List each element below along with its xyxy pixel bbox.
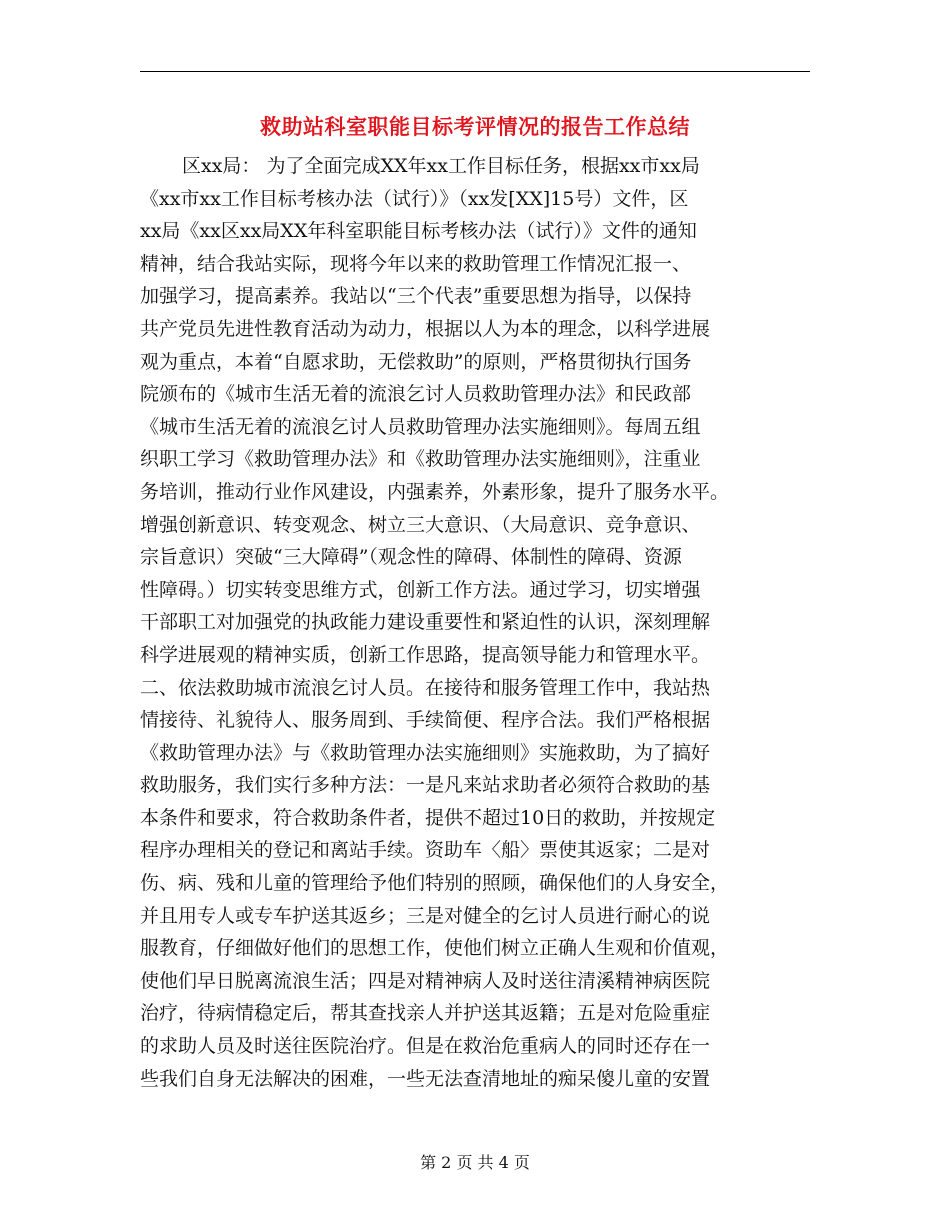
body-line: 《城市生活无着的流浪乞讨人员救助管理办法实施细则》。每周五组 bbox=[140, 415, 701, 438]
body-line: 二、依法救助城市流浪乞讨人员。在接待和服务管理工作中，我站热 bbox=[140, 676, 711, 699]
document-body bbox=[140, 150, 810, 1095]
body-line: 服教育，仔细做好他们的思想工作，使他们树立正确人生观和价值观， bbox=[140, 937, 730, 960]
body-line: 院颁布的《城市生活无着的流浪乞讨人员救助管理办法》和民政部 bbox=[140, 383, 692, 406]
body-line: 务培训，推动行业作风建设，内强素养，外素形象，提升了服务水平。 bbox=[140, 480, 730, 503]
body-line: 增强创新意识、转变观念、树立三大意识、（大局意识、竞争意识、 bbox=[140, 513, 701, 536]
body-line: 科学进展观的精神实质，创新工作思路，提高领导能力和管理水平。 bbox=[140, 643, 711, 666]
body-line: 干部职工对加强党的执政能力建设重要性和紧迫性的认识，深刻理解 bbox=[140, 611, 711, 634]
body-line: 织职工学习《救助管理办法》和《救助管理办法实施细则》，注重业 bbox=[140, 448, 701, 471]
body-line: 观为重点，本着“自愿求助，无偿救助”的原则，严格贯彻执行国务 bbox=[140, 350, 692, 373]
body-line: 并且用专人或专车护送其返乡；三是对健全的乞讨人员进行耐心的说 bbox=[140, 904, 711, 927]
body-line: 情接待、礼貌待人、服务周到、手续简便、程序合法。我们严格根据 bbox=[140, 709, 711, 732]
body-line: 本条件和要求，符合救助条件者，提供不超过10日的救助，并按规定 bbox=[140, 806, 716, 829]
body-line: 加强学习，提高素养。我站以“三个代表”重要思想为指导，以保持 bbox=[140, 285, 692, 308]
body-line: xx局《xx区xx局XX年科室职能目标考核办法（试行）》文件的通知 bbox=[140, 220, 697, 243]
body-line: 宗旨意识）突破“三大障碍”（观念性的障碍、体制性的障碍、资源 bbox=[140, 546, 682, 569]
body-line: 救助服务，我们实行多种方法：一是凡来站求助者必须符合救助的基 bbox=[140, 774, 711, 797]
body-line: 伤、病、残和儿童的管理给予他们特别的照顾，确保他们的人身安全， bbox=[140, 872, 730, 895]
page-number: 第 2 页 共 4 页 bbox=[420, 1153, 530, 1172]
body-line: 治疗，待病情稳定后，帮其查找亲人并护送其返籍；五是对危险重症 bbox=[140, 1002, 711, 1025]
body-line: 使他们早日脱离流浪生活；四是对精神病人及时送往清溪精神病医院 bbox=[140, 969, 711, 992]
header-rule bbox=[140, 71, 810, 72]
body-line: 共产党员先进性教育活动为动力，根据以人为本的理念，以科学进展 bbox=[140, 317, 711, 340]
body-line: 些我们自身无法解决的困难，一些无法查清地址的痴呆傻儿童的安置 bbox=[140, 1067, 711, 1090]
body-line: 区xx局： 为了全面完成XX年xx工作目标任务，根据xx市xx局 bbox=[182, 155, 700, 177]
body-line: 《xx市xx工作目标考核办法（试行）》（xx发[XX]15号）文件，区 bbox=[140, 187, 689, 210]
body-line: 的求助人员及时送往医院治疗。但是在救治危重病人的同时还存在一 bbox=[140, 1035, 711, 1058]
body-line: 精神，结合我站实际，现将今年以来的救助管理工作情况汇报一、 bbox=[140, 252, 692, 275]
body-line: 《救助管理办法》与《救助管理办法实施细则》实施救助，为了搞好 bbox=[140, 741, 711, 764]
document-title: 救助站科室职能目标考评情况的报告工作总结 bbox=[260, 115, 690, 139]
body-line: 程序办理相关的登记和离站手续。资助车〈船〉票使其返家；二是对 bbox=[140, 839, 711, 862]
body-line: 性障碍。）切实转变思维方式，创新工作方法。通过学习，切实增强 bbox=[140, 578, 701, 601]
